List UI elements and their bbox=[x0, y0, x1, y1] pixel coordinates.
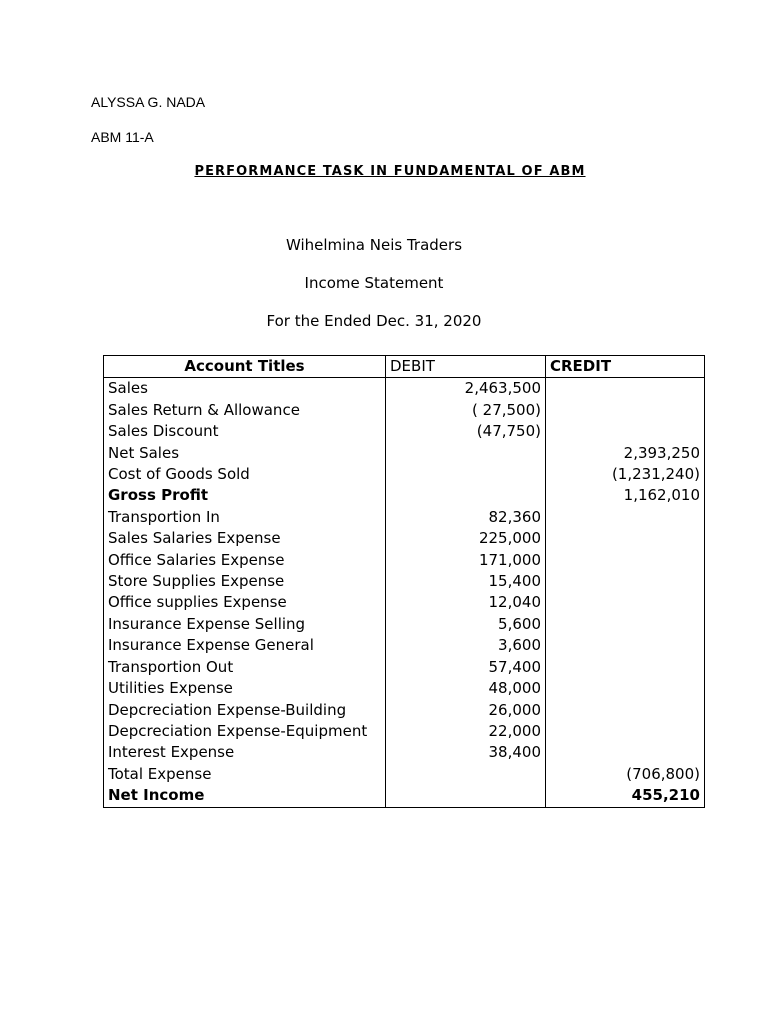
debit-value: 48,000 bbox=[386, 678, 546, 699]
credit-value: (706,800) bbox=[546, 764, 705, 785]
table-row bbox=[104, 443, 705, 464]
credit-value: 455,210 bbox=[546, 785, 705, 807]
debit-value: 82,360 bbox=[386, 507, 546, 528]
debit-value: 171,000 bbox=[386, 550, 546, 571]
debit-value: 12,040 bbox=[386, 592, 546, 613]
account-title: Office Salaries Expense bbox=[104, 550, 386, 571]
credit-value bbox=[546, 550, 705, 571]
debit-value bbox=[386, 464, 546, 485]
account-title: Sales Return & Allowance bbox=[104, 400, 386, 421]
account-title: Transportion In bbox=[104, 507, 386, 528]
debit-value: ( 27,500) bbox=[386, 400, 546, 421]
column-header-account-titles: Account Titles bbox=[104, 356, 386, 378]
account-title: Office supplies Expense bbox=[104, 592, 386, 613]
table-row bbox=[104, 721, 705, 742]
credit-value bbox=[546, 700, 705, 721]
table-row bbox=[104, 528, 705, 549]
account-title: Depcreciation Expense-Building bbox=[104, 700, 386, 721]
credit-value: 1,162,010 bbox=[546, 485, 705, 506]
company-name: Wihelmina Neis Traders bbox=[285, 236, 463, 254]
table-row bbox=[104, 378, 705, 400]
account-title: Net Income bbox=[104, 785, 386, 807]
account-title: Utilities Expense bbox=[104, 678, 386, 699]
account-title: Transportion Out bbox=[104, 657, 386, 678]
student-name: ALYSSA G. NADA bbox=[91, 94, 206, 110]
statement-name: Income Statement bbox=[304, 274, 444, 292]
debit-value: 26,000 bbox=[386, 700, 546, 721]
statement-period: For the Ended Dec. 31, 2020 bbox=[266, 312, 482, 330]
credit-value bbox=[546, 400, 705, 421]
account-title: Interest Expense bbox=[104, 742, 386, 763]
account-title: Sales Salaries Expense bbox=[104, 528, 386, 549]
debit-value bbox=[386, 485, 546, 506]
table-row bbox=[104, 614, 705, 635]
credit-value bbox=[546, 592, 705, 613]
table-row bbox=[104, 464, 705, 485]
column-header-debit: DEBIT bbox=[386, 356, 546, 378]
debit-value: 15,400 bbox=[386, 571, 546, 592]
credit-value: (1,231,240) bbox=[546, 464, 705, 485]
account-title: Gross Profit bbox=[104, 485, 386, 506]
account-title: Sales Discount bbox=[104, 421, 386, 442]
debit-value: 3,600 bbox=[386, 635, 546, 656]
table-row bbox=[104, 764, 705, 785]
debit-value bbox=[386, 785, 546, 807]
credit-value bbox=[546, 571, 705, 592]
debit-value: (47,750) bbox=[386, 421, 546, 442]
credit-value bbox=[546, 721, 705, 742]
credit-value bbox=[546, 742, 705, 763]
credit-value bbox=[546, 635, 705, 656]
credit-value bbox=[546, 678, 705, 699]
account-title: Sales bbox=[104, 378, 386, 400]
table-row bbox=[104, 785, 705, 807]
credit-value bbox=[546, 614, 705, 635]
account-title: Total Expense bbox=[104, 764, 386, 785]
credit-value bbox=[546, 507, 705, 528]
table-row bbox=[104, 571, 705, 592]
debit-value: 5,600 bbox=[386, 614, 546, 635]
account-title: Cost of Goods Sold bbox=[104, 464, 386, 485]
debit-value: 38,400 bbox=[386, 742, 546, 763]
account-title: Store Supplies Expense bbox=[104, 571, 386, 592]
credit-value bbox=[546, 421, 705, 442]
table-row bbox=[104, 700, 705, 721]
credit-value: 2,393,250 bbox=[546, 443, 705, 464]
table-row bbox=[104, 400, 705, 421]
debit-value: 225,000 bbox=[386, 528, 546, 549]
account-title: Insurance Expense Selling bbox=[104, 614, 386, 635]
debit-value: 22,000 bbox=[386, 721, 546, 742]
student-section: ABM 11-A bbox=[91, 129, 154, 145]
debit-value: 57,400 bbox=[386, 657, 546, 678]
income-statement-table bbox=[103, 355, 705, 808]
table-row bbox=[104, 507, 705, 528]
account-title: Depcreciation Expense-Equipment bbox=[104, 721, 386, 742]
table-row bbox=[104, 635, 705, 656]
task-title: PERFORMANCE TASK IN FUNDAMENTAL OF ABM bbox=[194, 164, 586, 179]
table-row bbox=[104, 678, 705, 699]
table-row bbox=[104, 550, 705, 571]
table-row bbox=[104, 592, 705, 613]
table-row bbox=[104, 421, 705, 442]
column-header-credit: CREDIT bbox=[546, 356, 705, 378]
account-title: Insurance Expense General bbox=[104, 635, 386, 656]
credit-value bbox=[546, 528, 705, 549]
table-row bbox=[104, 657, 705, 678]
credit-value bbox=[546, 657, 705, 678]
debit-value bbox=[386, 764, 546, 785]
table-header-row bbox=[104, 356, 705, 378]
table-row bbox=[104, 485, 705, 506]
debit-value bbox=[386, 443, 546, 464]
debit-value: 2,463,500 bbox=[386, 378, 546, 400]
credit-value bbox=[546, 378, 705, 400]
account-title: Net Sales bbox=[104, 443, 386, 464]
table-row bbox=[104, 742, 705, 763]
